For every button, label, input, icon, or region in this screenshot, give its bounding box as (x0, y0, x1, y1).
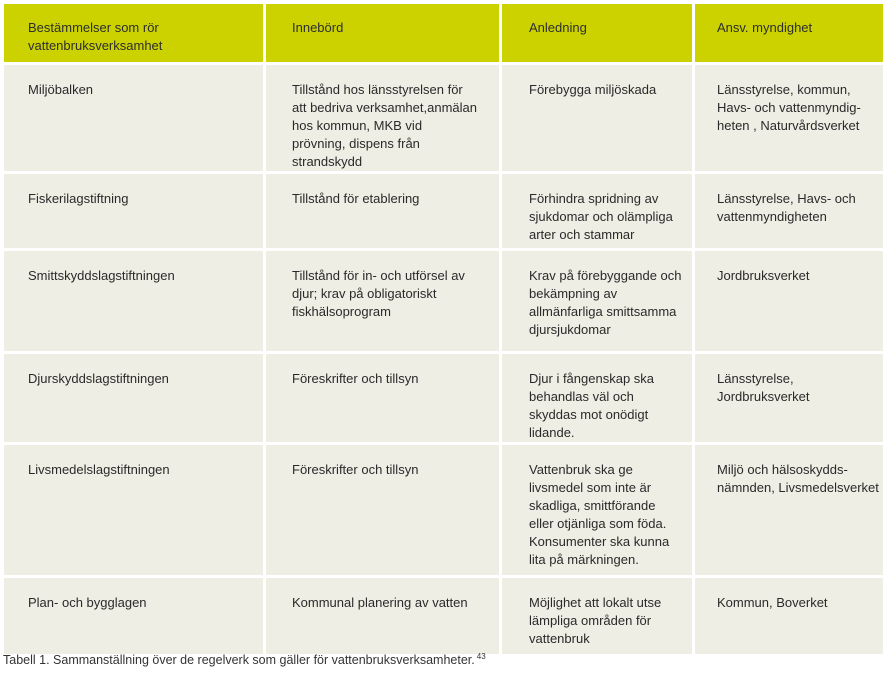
cell-text: Krav på förebyggande och bekämpning av allmänfarliga smittsamma djursjukdomar (529, 268, 682, 337)
cell-text: Tillstånd för etablering (292, 191, 420, 206)
table-cell (265, 173, 501, 250)
table-cell (265, 444, 501, 577)
cell-text: Djur i fångenskap ska behandlas väl och skyddas mot onödigt lidande. (529, 371, 655, 440)
table-caption (3, 652, 486, 667)
table-cell (3, 250, 265, 353)
table-cell (3, 577, 265, 656)
cell-text: Länsstyrelse, Jordbruksverket (717, 371, 810, 404)
cell-text: Plan- och bygglagen (28, 595, 147, 610)
header-label: Ansv. myndighet (717, 20, 813, 35)
table-row (3, 64, 884, 173)
table-row (3, 353, 884, 444)
cell-text: Kommun, Boverket (717, 595, 828, 610)
table-cell (265, 577, 501, 656)
table-cell (694, 444, 884, 577)
cell-text: Tillstånd hos länsstyrelsen för att bedriva verksamhet,anmälan hos kommun, MKB vid prövning, dispens från strandskydd (292, 82, 477, 169)
cell-text: Möjlighet att lokalt utse lämpliga områden för vattenbruk (529, 595, 662, 646)
table-cell (3, 173, 265, 250)
table-cell (694, 353, 884, 444)
caption-footnote-ref: 43 (476, 652, 486, 661)
table-cell (694, 577, 884, 656)
header-cell-innebord (265, 3, 501, 64)
header-label: Bestämmelser som rör vattenbruksverksamhet (28, 20, 163, 53)
table-cell (501, 444, 694, 577)
cell-text: Länsstyrelse, Havs- och vattenmyndigheten (717, 191, 856, 224)
table-cell (3, 444, 265, 577)
table-cell (3, 353, 265, 444)
table-cell (265, 250, 501, 353)
table-cell (265, 64, 501, 173)
table-row (3, 173, 884, 250)
cell-text: Tillstånd för in- och utförsel av djur; krav på obligatoriskt fiskhälsoprogram (292, 268, 465, 319)
regulations-table (1, 1, 884, 657)
regulations-table-wrapper (1, 1, 883, 657)
header-cell-anledning (501, 3, 694, 64)
table-cell (501, 64, 694, 173)
header-label: Anledning (529, 20, 587, 35)
cell-text: Förebygga miljöskada (529, 82, 657, 97)
table-cell (501, 173, 694, 250)
header-label: Innebörd (292, 20, 344, 35)
cell-text: Jordbruksverket (717, 268, 810, 283)
cell-text: Miljö och hälsoskydds-nämnden, Livsmedelsverket (717, 462, 879, 495)
cell-text: Förhindra spridning av sjukdomar och olämpliga arter och stammar (529, 191, 673, 242)
table-cell (501, 250, 694, 353)
cell-text: Smittskyddslagstiftningen (28, 268, 175, 283)
caption-text: Tabell 1. Sammanställning över de regelverk som gäller för vattenbruksverksamheter. (3, 653, 475, 667)
header-cell-bestammelser (3, 3, 265, 64)
cell-text: Vattenbruk ska ge livsmedel som inte är skadliga, smittförande eller otjänliga som föda. Konsumenter ska kunna lita på märkningen. (529, 462, 670, 567)
table-cell (3, 64, 265, 173)
cell-text: Länsstyrelse, kommun, Havs- och vattenmyndig-heten , Naturvårdsverket (717, 82, 861, 133)
table-cell (694, 173, 884, 250)
table-cell (694, 250, 884, 353)
cell-text: Miljöbalken (28, 82, 94, 97)
table-cell (501, 577, 694, 656)
table-cell (265, 353, 501, 444)
header-cell-ansv-myndighet (694, 3, 884, 64)
cell-text: Livsmedelslagstiftningen (28, 462, 170, 477)
cell-text: Föreskrifter och tillsyn (292, 371, 419, 386)
cell-text: Kommunal planering av vatten (292, 595, 468, 610)
cell-text: Fiskerilagstiftning (28, 191, 129, 206)
table-row (3, 577, 884, 656)
table-cell (501, 353, 694, 444)
table-cell (694, 64, 884, 173)
table-header-row (3, 3, 884, 64)
table-row (3, 250, 884, 353)
cell-text: Föreskrifter och tillsyn (292, 462, 419, 477)
cell-text: Djurskyddslagstiftningen (28, 371, 169, 386)
table-row (3, 444, 884, 577)
